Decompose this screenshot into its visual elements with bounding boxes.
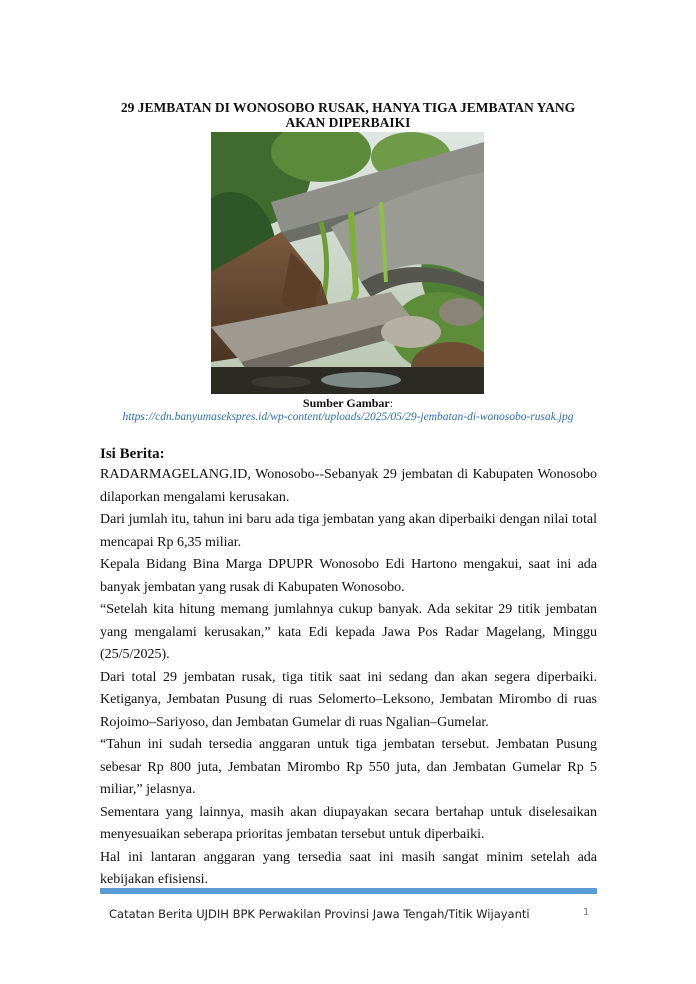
image-caption-label: Sumber Gambar xyxy=(302,396,390,410)
image-caption xyxy=(0,396,696,410)
section-heading: Isi Berita: xyxy=(100,446,165,462)
footer-divider xyxy=(100,888,597,894)
paragraph: Sementara yang lainnya, masih akan diupayakan secara bertahap untuk diselesaikan menyesuaikan seberapa prioritas jembatan tersebut untuk diperbaiki. xyxy=(100,804,597,842)
paragraph: Dari jumlah itu, tahun ini baru ada tiga jembatan yang akan diperbaiki dengan nilai total mencapai Rp 6,35 miliar. xyxy=(100,512,597,550)
paragraph: Kepala Bidang Bina Marga DPUPR Wonosobo Edi Hartono mengakui, saat ini ada banyak jembatan yang rusak di Kabupaten Wonosobo. xyxy=(100,557,597,595)
image-source-link[interactable]: https://cdn.banyumasekspres.id/wp-content/uploads/2025/05/29-jembatan-di-wonosobo-rusak.jpg xyxy=(122,411,574,423)
paragraph: Dari total 29 jembatan rusak, tiga titik saat ini sedang dan akan segera diperbaiki. Ketiganya, Jembatan Pusung di ruas Selomerto–Leksono, Jembatan Mirombo di ruas Rojoimo–Sariyoso, dan Jembatan Gumelar di ruas Ngalian–Gumelar. xyxy=(100,669,597,730)
article-photo xyxy=(211,132,484,394)
article-title: 29 JEMBATAN DI WONOSOBO RUSAK, HANYA TIGA JEMBATAN YANG AKAN DIPERBAIKI xyxy=(120,100,576,130)
image-caption-colon: : xyxy=(389,396,394,410)
paragraph: RADARMAGELANG.ID, Wonosobo--Sebanyak 29 jembatan di Kabupaten Wonosobo dilaporkan mengalami kerusakan. xyxy=(100,467,597,505)
article-body xyxy=(100,464,597,892)
paragraph: “Setelah kita hitung memang jumlahnya cukup banyak. Ada sekitar 29 titik jembatan yang mengalami kerusakan,” kata Edi kepada Jawa Pos Radar Magelang, Minggu (25/5/2025). xyxy=(100,602,597,662)
footer-text: Catatan Berita UJDIH BPK Perwakilan Provinsi Jawa Tengah/Titik Wijayanti xyxy=(109,907,530,921)
paragraph: “Tahun ini sudah tersedia anggaran untuk tiga jembatan tersebut. Jembatan Pusung sebesar Rp 800 juta, Jembatan Mirombo Rp 550 juta, dan Jembatan Gumelar Rp 5 miliar,” jelasnya. xyxy=(100,737,597,797)
paragraph: Hal ini lantaran anggaran yang tersedia saat ini masih sangat minim setelah ada kebijakan efisiensi. xyxy=(100,849,597,887)
page-number: 1 xyxy=(583,907,590,918)
